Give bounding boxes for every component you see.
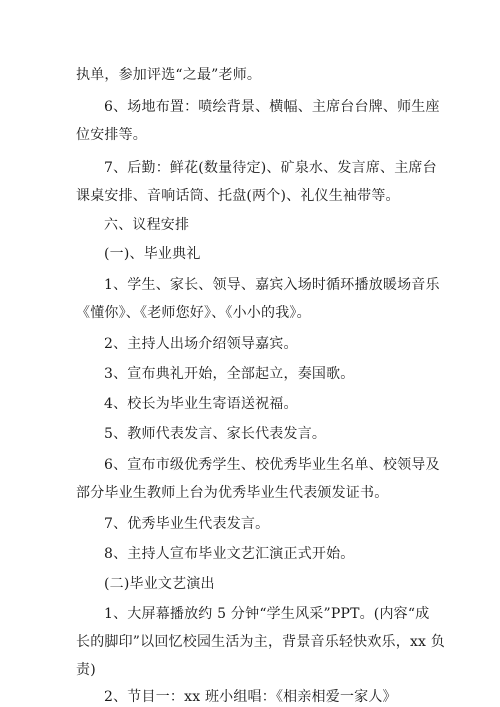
text-line: 长的脚印”以回忆校园生活为主，背景音乐轻快欢乐，xx 负 (76, 634, 445, 650)
text-line: 位安排等。 (76, 127, 147, 143)
text-line: 4、校长为毕业生寄语送祝福。 (104, 396, 298, 412)
text-line: 执单，参加评选“之最”老师。 (76, 67, 262, 83)
text-line: 部分毕业生教师上台为优秀毕业生代表颁发证书。 (76, 485, 389, 501)
text-line: 责) (76, 662, 96, 678)
text-line: 2、主持人出场介绍领导嘉宾。 (104, 336, 298, 352)
text-line: 1、大屏幕播放约 5 分钟“学生风采”PPT。(内容“成 (104, 606, 430, 622)
text-line: 《懂你》、《老师您好》、《小小的我》。 (76, 305, 311, 321)
text-line: 1、学生、家长、领导、嘉宾入场时循环播放暖场音乐 (104, 277, 440, 293)
text-line: 5、教师代表发言、家长代表发言。 (104, 426, 327, 442)
text-line: 课桌安排、音响话筒、托盘(两个)、礼仪生袖带等。 (76, 188, 400, 204)
text-line: 6、宣布市级优秀学生、校优秀毕业生名单、校领导及 (104, 457, 440, 473)
subsection-heading: (二)毕业文艺演出 (104, 576, 215, 592)
text-line: 2、节目一：xx 班小组唱：《相亲相爱一家人》 (104, 689, 397, 705)
subsection-heading: (一)、毕业典礼 (104, 246, 201, 262)
section-heading: 六、议程安排 (104, 217, 190, 233)
text-line: 7、优秀毕业生代表发言。 (104, 516, 270, 532)
text-line: 8、主持人宣布毕业文艺汇演正式开始。 (104, 546, 355, 562)
text-line: 6、场地布置：喷绘背景、横幅、主席台台牌、师生座 (104, 99, 440, 115)
text-line: 3、宣布典礼开始，全部起立，奏国歌。 (104, 366, 355, 382)
text-line: 7、后勤：鲜花(数量待定)、矿泉水、发言席、主席台 (104, 160, 437, 176)
